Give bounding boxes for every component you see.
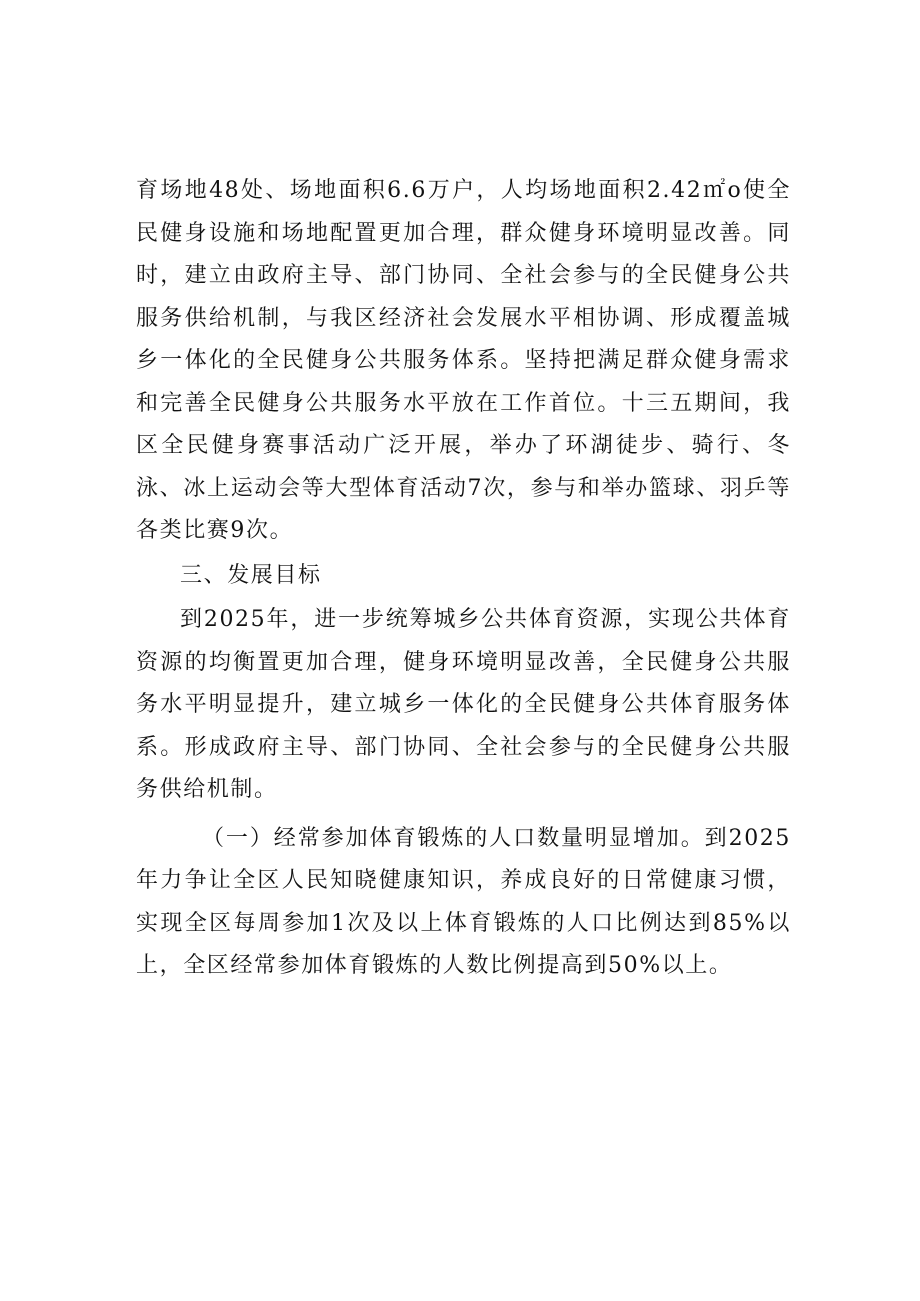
paragraph-facilities-summary: 育场地48处、场地面积6.6万户，人均场地面积2.42㎡o使全民健身设施和场地配置更加合理，群众健身环境明显改善。同时，建立由政府主导、部门协同、全社会参与的全民健身公共服务供给机制，与我区经济社会发展水平相协调、形成覆盖城乡一体化的全民健身公共服务体系。坚持把满足群众健身需求和完善全民健身公共服务水平放在工作首位。十三五期间，我区全民健身赛事活动广泛开展，举办了环湖徒步、骑行、冬泳、冰上运动会等大型体育活动7次，参与和举办篮球、羽乒等各类比赛9次。 <box>136 178 791 543</box>
paragraph-2025-goals: 到2025年，进一步统筹城乡公共体育资源，实现公共体育资源的均衡置更加合理，健身环境明显改善，全民健身公共服务水平明显提升，建立城乡一体化的全民健身公共体育服务体系。形成政府主导、部门协同、全社会参与的全民健身公共服务供给机制。 <box>136 607 791 802</box>
section-heading-development-goals: 三、发展目标 <box>180 562 322 588</box>
document-body <box>136 170 791 988</box>
paragraph-exercise-population-goal: （一）经常参加体育锻炼的人口数量明显增加。到2025年力争让全区人民知晓健康知识，养成良好的日常健康习惯，实现全区每周参加1次及以上体育锻炼的人口比例达到85%以上，全区经常参加体育锻炼的人数比例提高到50%以上。 <box>136 825 791 978</box>
